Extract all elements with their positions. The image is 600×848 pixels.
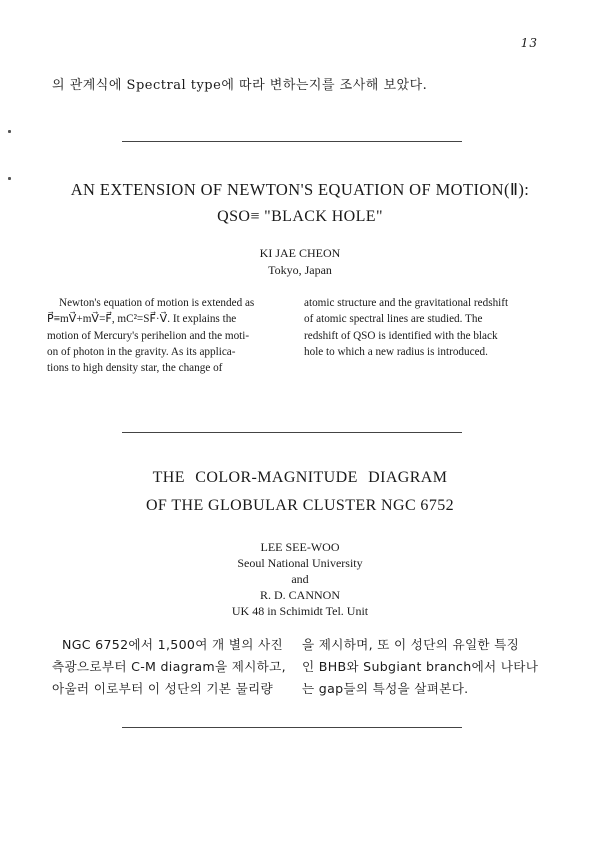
article1-abstract-right: [304, 295, 544, 360]
article2-body-left: [52, 634, 287, 700]
article1-abstract-left: [47, 295, 287, 376]
section-divider: [122, 432, 462, 433]
abstract-line: atomic structure and the gravitational redshift: [304, 297, 509, 309]
body-line: 측광으로부터 C-M diagram을 제시하고,: [52, 659, 286, 674]
section-divider: [122, 727, 462, 728]
article1-affiliation: Tokyo, Japan: [268, 263, 332, 277]
article2-affiliation2: UK 48 in Schimidt Tel. Unit: [231, 604, 369, 618]
body-line: 아울러 이로부터 이 성단의 기본 물리량: [52, 681, 273, 696]
article1-title-line2: QSO≡ "BLACK HOLE": [217, 208, 383, 225]
abstract-line: hole to which a new radius is introduced.: [304, 345, 488, 358]
article2-author2: R. D. CANNON: [259, 588, 340, 602]
body-line: NGC 6752에서 1,500여 개 별의 사진: [62, 637, 283, 652]
abstract-line: Newton's equation of motion is extended as: [59, 297, 255, 309]
abstract-line: redshift of QSO is identified with the black: [304, 329, 498, 342]
abstract-line: of atomic spectral lines are studied. The: [304, 313, 483, 326]
scan-mark: [8, 130, 11, 133]
article2-affiliation1: Seoul National University: [237, 556, 363, 570]
article2-title-line2: OF THE GLOBULAR CLUSTER NGC 6752: [145, 497, 455, 514]
page-number: 13: [520, 36, 538, 50]
abstract-line: motion of Mercury's perihelion and the moti-: [47, 329, 250, 342]
abstract-line: tions to high density star, the change of: [47, 362, 223, 375]
abstract-line: on of photon in the gravity. As its applica-: [47, 345, 236, 358]
body-line: 인 BHB와 Subgiant branch에서 나타나: [302, 659, 539, 674]
article2-body-right: [302, 634, 552, 700]
article1-title-line1: AN EXTENSION OF NEWTON'S EQUATION OF MOTION(Ⅱ):: [70, 180, 530, 199]
continued-text: 의 관계식에 Spectral type에 따라 변하는지를 조사해 보았다.: [52, 78, 428, 93]
body-line: 는 gap들의 특성을 살펴본다.: [302, 681, 469, 696]
article2-conjunction: and: [291, 572, 309, 586]
article2-title-line1: THE COLOR-MAGNITUDE DIAGRAM: [152, 469, 448, 486]
article2-author1: LEE SEE-WOO: [260, 540, 340, 554]
body-line: 을 제시하며, 또 이 성단의 유일한 특징: [302, 637, 520, 652]
section-divider: [122, 141, 462, 142]
abstract-line: P⃗≡mV⃗+mV⃗=F⃗, mC²=SF⃗·V⃗. It explains the: [47, 313, 237, 326]
article1-author: KI JAE CHEON: [259, 246, 341, 260]
